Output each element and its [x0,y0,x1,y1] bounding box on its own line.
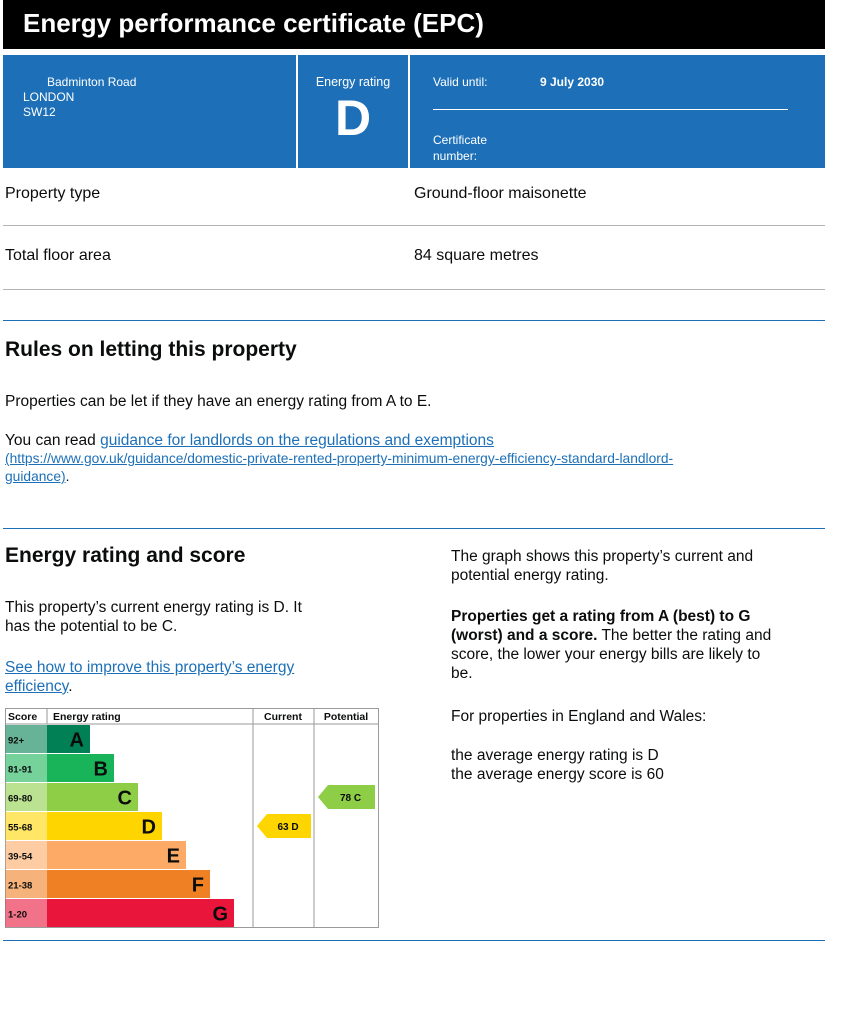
url-suffix: . [65,469,70,484]
improve-suffix: . [68,678,73,695]
rating-band-letter: C [117,787,132,810]
section-divider [3,528,825,529]
potential-rating-label: 78 C [339,793,362,804]
floor-area-value: 84 square metres [414,247,539,264]
rating-band-letter: G [212,903,228,926]
valid-until-label: Valid until: [433,75,488,89]
chart-header-current: Current [264,711,302,723]
rating-band-f [47,870,210,898]
rating-explanation-bold: (worst) and a score. [451,627,598,644]
score-range-label: 1-20 [8,909,28,921]
address-city: LONDON [23,90,75,104]
current-rating-line: This property’s current energy rating is D. It [5,599,302,616]
address-street: Badminton Road [47,75,137,89]
chart-header-potential: Potential [323,711,369,723]
certificate-number-label: Certificate number: [433,133,488,163]
section-divider [3,320,825,321]
rating-band-letter: D [141,816,156,839]
rating-explanation-bold: Properties get a rating from A (best) to G [451,608,751,625]
average-score-text: the average energy score is 60 [451,766,664,783]
current-rating-paragraph [5,598,302,636]
guidance-url-link[interactable]: (https://www.gov.uk/guidance/domestic-private-rented-property-minimum-energy-efficiency-standard-landlord- [5,451,674,466]
letting-heading [5,338,297,362]
validity-divider [433,109,788,110]
energy-rating-label: Energy rating [315,75,391,89]
section-divider [3,940,825,941]
score-range-label: 21-38 [8,880,33,892]
page-title: Energy performance certificate (EPC) [23,8,484,38]
validity-panel [410,55,825,168]
score-range-label: 69-80 [8,793,33,805]
rating-band-letter: B [93,758,108,781]
property-type-value: Ground-floor maisonette [414,185,587,202]
valid-until-date: 9 July 2030 [540,75,605,89]
floor-area-label: Total floor area [5,247,111,264]
chart-header-score: Score [8,711,38,723]
rating-band-letter: F [191,874,204,897]
rating-explanation-text: The better the rating and [597,627,772,644]
score-heading-text: Energy rating and score [5,544,246,567]
rating-band-g [47,899,234,927]
rating-explanation-text: score, the lower your energy bills are likely to [451,646,761,663]
score-range-label: 39-54 [8,851,33,863]
rating-explanation-text: be. [451,665,473,682]
epc-rating-chart [5,708,380,928]
average-stats [451,746,664,784]
row-divider [3,289,825,290]
energy-rating-letter: D [334,90,372,146]
rating-band-e [47,841,186,869]
letting-guidance-paragraph [5,431,825,486]
improve-efficiency-link[interactable]: See how to improve this property’s energy [5,659,295,676]
guidance-url-link-end[interactable]: guidance) [5,469,66,484]
improve-efficiency-link-end[interactable]: efficiency [5,678,69,695]
score-range-label: 81-91 [8,764,33,776]
score-heading [5,544,245,568]
address-panel [3,55,296,168]
letting-heading-text: Rules on letting this property [5,338,297,361]
current-rating-label: 63 D [277,822,299,833]
score-range-label: 92+ [8,735,25,747]
graph-description-line: The graph shows this property’s current and [451,548,754,565]
graph-description-line: potential energy rating. [451,567,609,584]
rating-band-letter: A [69,729,84,752]
energy-rating-panel [298,55,408,168]
property-type-label: Property type [5,185,101,202]
improve-paragraph [5,658,294,696]
row-divider [3,225,825,226]
potential-rating-line: has the potential to be C. [5,618,178,635]
score-range-label: 55-68 [8,822,33,834]
average-rating-text: the average energy rating is D [451,747,659,764]
address-postcode: SW12 [23,105,56,119]
chart-header-energy-rating: Energy rating [53,711,121,723]
title-bar [3,0,825,49]
read-prefix: You can read [5,432,101,449]
letting-rule-text: Properties can be let if they have an energy rating from A to E. [5,393,432,410]
rating-explanation [451,607,771,683]
landlord-guidance-link[interactable]: guidance for landlords on the regulations and exemptions [100,432,494,449]
rating-band-letter: E [166,845,180,868]
england-wales-label: For properties in England and Wales: [451,708,707,725]
graph-description [451,547,753,585]
